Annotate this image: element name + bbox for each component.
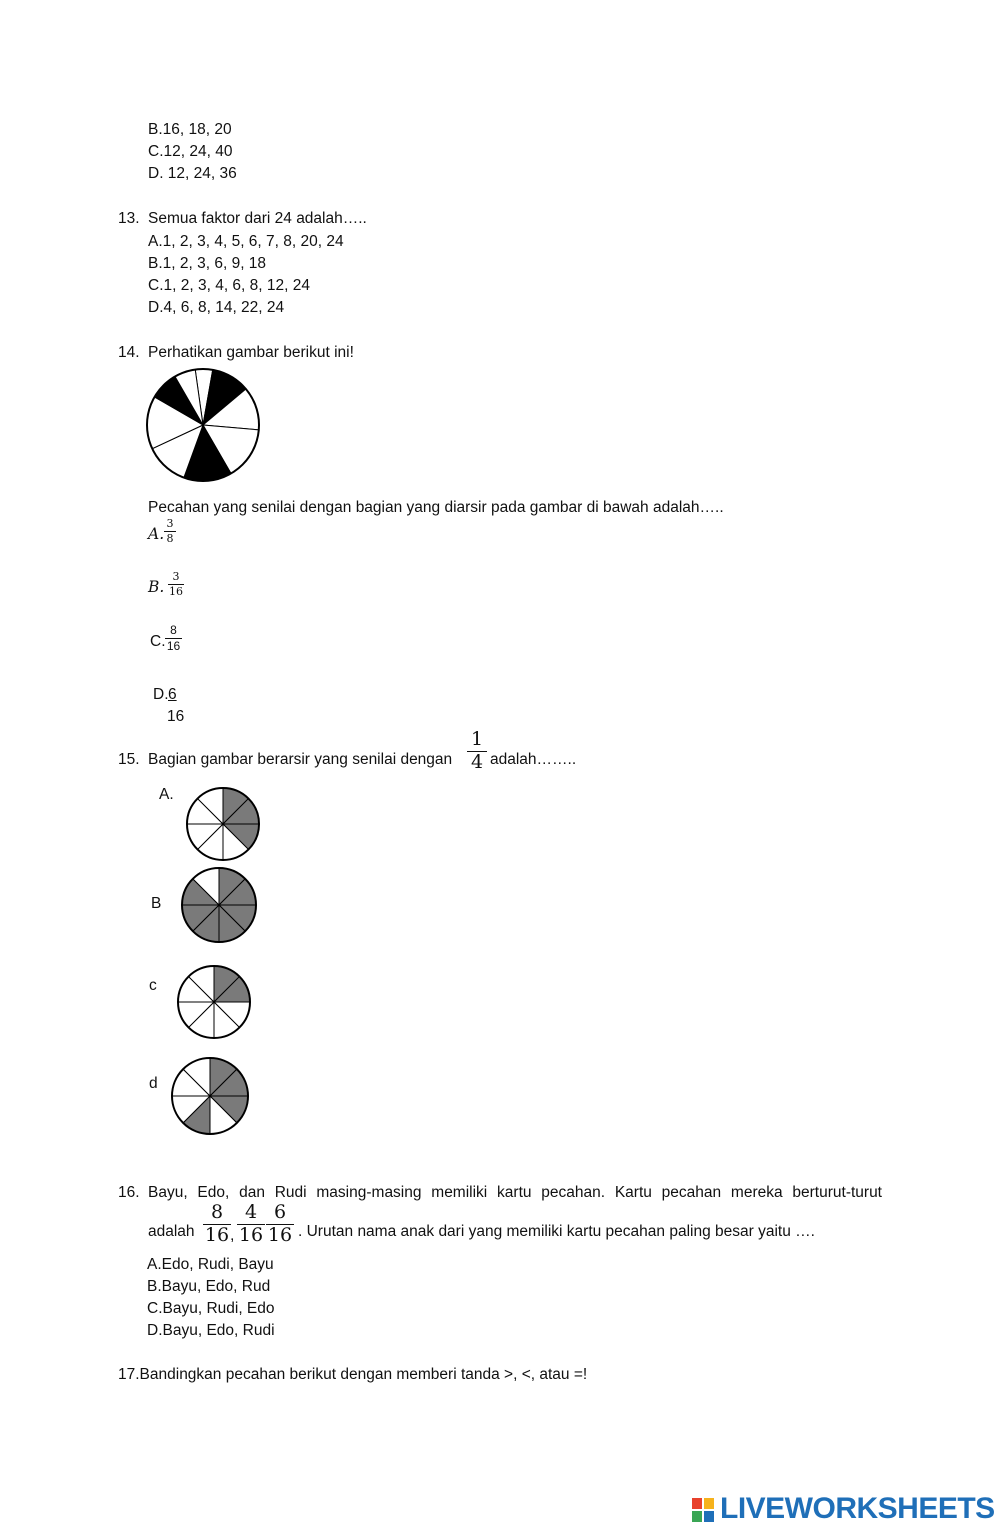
q14-option-d-num: 6: [168, 686, 177, 703]
q16-option-a: A.Edo, Rudi, Bayu: [147, 1256, 274, 1273]
q15-text-before: Bagian gambar berarsir yang senilai dengan: [148, 751, 453, 768]
q16-text-adalah: adalah: [148, 1223, 195, 1240]
q13-number: 13.: [118, 210, 140, 227]
q14-option-d-label: D.: [153, 686, 169, 703]
liveworksheets-brand: LIVEWORKSHEETS: [720, 1492, 995, 1525]
q14-option-c-den: 16: [166, 638, 181, 653]
q16-comma: ,: [230, 1227, 235, 1244]
q15-frac-num: 1: [470, 728, 484, 750]
q14-option-a-num: 3: [166, 517, 174, 530]
q12-option-c: C.12, 24, 40: [148, 143, 233, 160]
q14-option-b-den: 16: [169, 584, 183, 598]
q16-option-b: B.Bayu, Edo, Rud: [147, 1278, 271, 1295]
q14-option-c-num: 8: [170, 623, 177, 637]
q16-text-line2: . Urutan nama anak dari yang memiliki kartu pecahan paling besar yaitu ….: [298, 1223, 815, 1240]
q15-number: 15.: [118, 751, 140, 768]
q16-option-d: D.Bayu, Edo, Rudi: [147, 1322, 275, 1339]
q16-option-c: C.Bayu, Rudi, Edo: [147, 1300, 275, 1317]
q14-question: Pecahan yang senilai dengan bagian yang diarsir pada gambar di bawah adalah…..: [148, 499, 724, 516]
q14-number: 14.: [118, 344, 140, 361]
q12-option-b: B.16, 18, 20: [148, 121, 232, 138]
q14-option-d-den: 16: [167, 708, 185, 725]
q13-option-c: C.1, 2, 3, 4, 6, 8, 12, 24: [148, 277, 310, 294]
q14-option-c-fraction: [165, 624, 182, 652]
q14-option-c-label: C.: [150, 633, 166, 650]
q16-frac2-den: 16: [238, 1223, 264, 1246]
q14-pie-figure: [144, 366, 262, 484]
q14-text: Perhatikan gambar berikut ini!: [148, 344, 354, 361]
q16-frac3-den: 16: [267, 1223, 293, 1246]
q14-option-b-num: 3: [172, 570, 180, 583]
q13-option-d: D.4, 6, 8, 14, 22, 24: [148, 299, 285, 316]
q15-option-a-label: A.: [159, 786, 174, 803]
q12-option-d: D. 12, 24, 36: [148, 165, 237, 182]
q16-frac3-num: 6: [273, 1201, 287, 1223]
q15-fraction: [467, 730, 487, 773]
q14-option-a-fraction: [164, 518, 176, 544]
q15-option-c-label: c: [149, 977, 157, 994]
q16-number: 16.: [118, 1184, 140, 1201]
q16-frac2-num: 4: [244, 1201, 258, 1223]
liveworksheets-logo-icon: [692, 1498, 714, 1522]
q16-fraction-1: [203, 1203, 231, 1246]
q14-option-a-label: A.: [148, 525, 165, 543]
q15-option-d-circle: [169, 1054, 251, 1138]
q16-text-line1: Bayu, Edo, dan Rudi masing-masing memiliki kartu pecahan. Kartu pecahan mereka berturut-turut: [148, 1184, 882, 1201]
q15-text-after: adalah……..: [490, 751, 577, 768]
q14-option-b-fraction: [168, 571, 184, 597]
q14-option-b-label: B.: [148, 578, 165, 596]
q16-frac1-den: 16: [204, 1223, 230, 1246]
q15-option-d-label: d: [149, 1075, 158, 1092]
q15-frac-den: 4: [470, 750, 484, 773]
q15-option-b-circle: [179, 865, 259, 945]
q13-option-a: A.1, 2, 3, 4, 5, 6, 7, 8, 20, 24: [148, 233, 344, 250]
q15-option-a-circle: [184, 785, 262, 863]
q15-option-b-label: B: [151, 895, 162, 912]
q16-fraction-2: [237, 1203, 265, 1246]
q14-option-a-den: 8: [166, 531, 174, 545]
q13-option-b: B.1, 2, 3, 6, 9, 18: [148, 255, 267, 272]
q13-text: Semua faktor dari 24 adalah…..: [148, 210, 367, 227]
q16-frac1-num: 8: [210, 1201, 224, 1223]
q15-option-c-circle: [173, 964, 255, 1040]
q17-text: 17.Bandingkan pecahan berikut dengan memberi tanda >, <, atau =!: [118, 1366, 588, 1383]
q16-fraction-3: [266, 1203, 294, 1246]
